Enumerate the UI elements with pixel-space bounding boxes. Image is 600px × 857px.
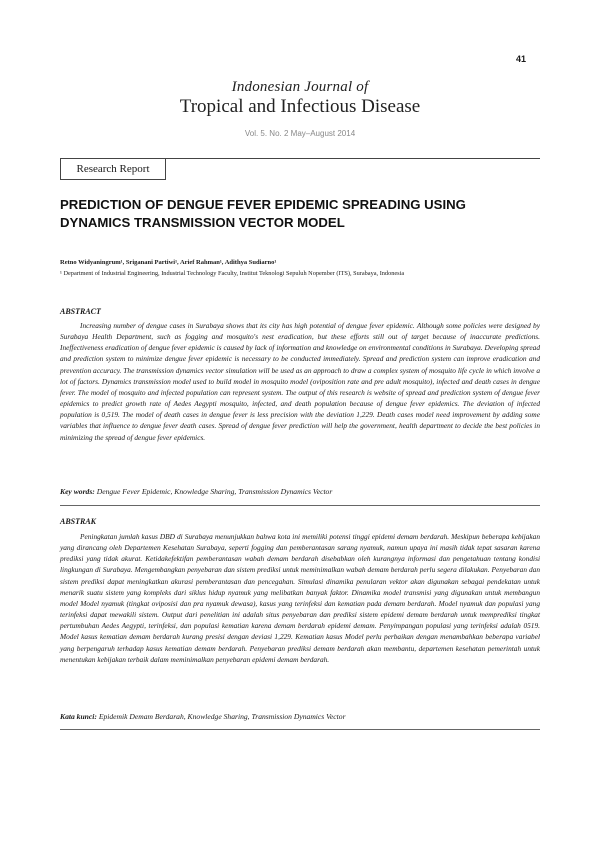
journal-volume: Vol. 5. No. 2 May–August 2014: [244, 129, 356, 138]
article-title-line2: DYNAMICS TRANSMISSION VECTOR MODEL: [60, 215, 345, 230]
abstrak-body: Peningkatan jumlah kasus DBD di Surabaya menunjukkan bahwa kota ini memiliki potensi tinggi epidemi demam berdarah. Meskipun beberapa kebijakan yang dirancang oleh Departemen Kesehatan Surabaya, seperti fogging dan pemberantasan sarang nyamuk, namun upaya ini masih tidak tepat sasaran karena prediksi yang tidak akurat. Ketidakefektifan pemberantasan wabah demam berdarah disebabkan oleh kurangnya informasi dan pengetahuan tentang kondisi lingkungan di Surabaya. Mengembangkan penyebaran dan sistem prediksi untuk meminimalkan wabah demam berdarah perlu segera dilakukan. Penyebaran dan sistem prediksi dapat meningkatkan akurasi pemberantasan dan pencegahan. Simulasi dinamika penularan vektor akan digunakan sebagai pendekatan untuk menarik suatu sistem yang kompleks dari siklus hidup nyamuk yang melibatkan banyak faktor. Dinamika model transmisi yang digunakan untuk membangun model Model nyamuk (tingkat oviposisi dan pra nyamuk dewasa), kasus yang terinfeksi dan kematian pada demam berdarah. Model nyamuk dan populasi yang terinfeksi dapat mewakili sistem. Output dari penelitian ini adalah situs penyebaran dan prediksi sistem epidemi demam berdarah untuk memprediksi tingkat pertumbuhan Aedes Aegypti, terinfeksi, dan populasi kematian karena demam berdarah epidemi demam. Penyimpangan populasi yang terinfeksi adalah 0519. Model kasus kematian demam berdarah kurang presisi dengan deviasi 1,229. Kematian kasus Model perlu perbaikan dengan menambahkan beberapa variabel yang berpengaruh terhadap kasus kematian demam berdarah. Penyebaran prediksi demam berdarah akan membantu, departemen kesehatan pemerintah untuk menentukan kebijakan terbaik dalam meminimalkan penyebaran epidemi demam berdarah.: [60, 532, 540, 664]
abstract-heading: ABSTRACT: [60, 307, 101, 316]
journal-name-line2: Tropical and Infectious Disease: [179, 96, 421, 117]
kata-kunci-line: [60, 712, 540, 721]
author-affiliation: ¹ Department of Industrial Engineering, Industrial Technology Faculty, Institut Teknologi Sepuluh Nopember (ITS), Surabaya, Indonesia: [60, 270, 405, 277]
keywords-line: [60, 487, 540, 496]
kata-kunci-value: Epidemik Demam Berdarah, Knowledge Sharing, Transmission Dynamics Vector: [98, 712, 346, 721]
kata-kunci-label: Kata kunci:: [60, 712, 97, 721]
journal-name-line1: Indonesian Journal of: [231, 79, 369, 95]
header-rule: [166, 158, 540, 159]
keywords-value: Dengue Fever Epidemic, Knowledge Sharing, Transmission Dynamics Vector: [96, 487, 333, 496]
section-divider: [60, 505, 540, 506]
author-list: Retno Widyaningrum¹, Sriganani Partiwi¹, Arief Rahman¹, Adithya Sudiarno¹: [60, 259, 277, 266]
keywords-label: Key words:: [60, 487, 95, 496]
article-type-label: Research Report: [60, 158, 166, 180]
page-number: 41: [515, 54, 526, 64]
article-title-line1: PREDICTION OF DENGUE FEVER EPIDEMIC SPREADING USING: [60, 197, 466, 212]
bottom-divider: [60, 729, 540, 730]
article-title: [60, 196, 540, 232]
abstrak-heading: ABSTRAK: [60, 517, 97, 526]
abstract-body: Increasing number of dengue cases in Surabaya shows that its city has high potential of dengue fever epidemic. Although some policies were designed by Surabaya Health Department, such as fogging and mosquito's nest eradication, but these efforts still out of target because of inaccurate predictions. Ineffectiveness eradication of dengue fever epidemic is caused by lack of information and knowledge on environmental conditions in Surabaya. Developing spread and prediction system to minimize dengue fever epidemic is necessary to be conducted immediately. Spread and prediction system can improve eradication and prevention accuracy. The transmission dynamics vector simulation will be used as an approach to draw a complex system of mosquito life cycle in which involve a lot of factors. Dynamics transmission model used to build model in mosquito model (oviposition rate and pre adult mosquito), infected and death cases in dengue fever. The model of mosquito and infected population can represent system. The output of this research is website of spread and prediction system of dengue fever epidemics to predict growth rate of Aedes Aegypti mosquito, infected, and death population because of dengue fever epidemics. The deviation of infected population is 0,519. The model of death cases in dengue fever is less precision with the deviation 1,229. Death cases model need improvement by adding some variables that influence to dengue fever death cases. Spread of dengue fever prediction will help the government, health department to decide the best policies in minimizing the spread of dengue fever epidemics.: [60, 321, 540, 442]
